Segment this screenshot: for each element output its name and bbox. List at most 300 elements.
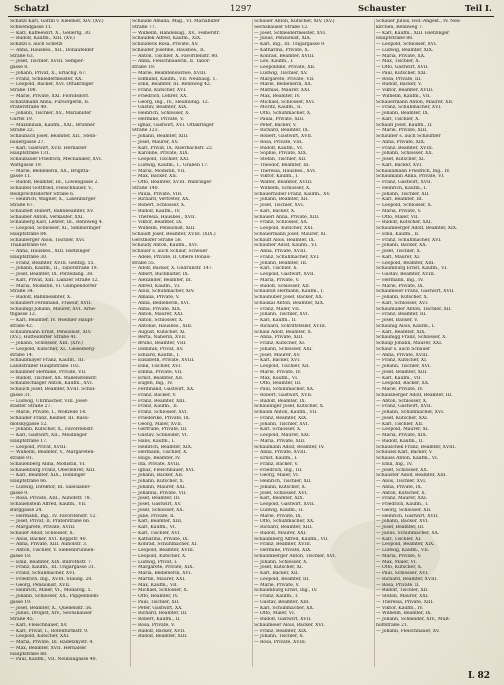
directory-entry: — Josef, Beamter, IX. Porzellang. 38. <box>10 272 94 277</box>
directory-entry: — Anna, Private, XIX. <box>376 139 426 145</box>
directory-entry: Schauberger Alois, Tischler, XVI. <box>10 237 86 243</box>
directory-entry: — Leopold, Maurer, XI. <box>376 427 429 433</box>
directory-entry: Schwendgasse 11. <box>10 24 53 30</box>
directory-entry: — Rudolf, Beamter, IX. <box>254 398 306 404</box>
directory-entry: — Wilhelm, Schlosser, X. <box>254 185 311 191</box>
directory-entry: — Karl, Gastwirt, XII., Meidlinger <box>10 433 87 438</box>
directory-entry: Praterstraße 40. <box>10 105 48 111</box>
directory-entry: — Viktor, Kaufm., IV. <box>376 605 424 611</box>
directory-entry: — Georg, Maler, VI. <box>254 473 300 479</box>
directory-entry: — Johann, Beamter, XIII. <box>132 134 189 139</box>
column-3 <box>254 19 372 667</box>
directory-entry: Schaubschläger Anton, Kaufm., XVI. <box>10 381 94 387</box>
directory-entry: Hauptstraße 17. <box>10 438 48 444</box>
directory-entry: — Michael, Schlosser, X. <box>132 588 189 594</box>
directory-entry: — Hugo, Beamter, IV. <box>132 456 181 461</box>
directory-entry: Hauptstraße 30. <box>10 254 48 260</box>
directory-entry: — Leo, Kaufm., I. <box>254 59 294 65</box>
directory-entry: — Franz, Beamter, XVIII. Gentzg. 55. <box>10 260 95 266</box>
directory-entry: Schaukal Anton, Beamter, XIX. <box>254 300 325 306</box>
directory-entry: — Anna, Fleischhauerin, II. Tabor- <box>132 59 211 65</box>
directory-entry: — Karl, Beamter, IV. Wiedner Haupt- <box>10 318 94 323</box>
header-right-keyword: Schauster <box>358 4 406 14</box>
directory-entry: — Marie, Bedienerin, XX. <box>254 82 313 88</box>
directory-entry: — Berta, Näherin, XVII. <box>132 335 187 341</box>
directory-entry: — Gustav, Schneider, VI. <box>132 433 189 438</box>
directory-entry: — Josef, Kutscher, XI. <box>254 565 303 571</box>
directory-entry: Schauerl Anna, Private, XIII. <box>254 214 320 220</box>
footer-signature: L 82 <box>468 671 490 681</box>
directory-entry: — Johann, Maurer, XXI. <box>132 484 186 490</box>
directory-entry: Schaubmann Ernst, Pensionist, XIV. <box>10 329 92 335</box>
directory-entry: — Wilhelm, Pensionist, XIII. <box>132 226 196 231</box>
directory-entry: — Franz, Schneidermeister, XX. <box>10 76 83 82</box>
directory-entry: — Marie, Private, XIII. <box>376 128 428 134</box>
directory-entry: — Karl, Tischler, X. <box>376 116 420 122</box>
directory-entry: gasse 11. <box>10 174 32 180</box>
directory-entry: — Josef, Schlosser, XX. <box>132 507 185 513</box>
directory-entry: — Katharina, Private, X. <box>254 47 310 53</box>
directory-entry: — Ludwig, Beamter, XIX. <box>376 47 434 53</box>
directory-entry: Schaum Anton, Kaufm., VII. <box>254 410 318 415</box>
directory-entry: — Josef, Kutscher, XXI. <box>376 415 429 421</box>
directory-entry: — Franz, Gastwirt, XVII. <box>376 404 432 410</box>
directory-entry: gasse 9. <box>10 490 29 496</box>
page-number: 1297 <box>230 4 252 14</box>
directory-entry: — Wilhelm, Beamter, V., Margareten- <box>10 450 95 456</box>
directory-entry: — Karl, Kaufm., XIII. Hietzinger <box>376 30 450 36</box>
directory-entry: — Theresia, Hausbes., XVI. <box>254 168 317 174</box>
directory-entry: — Rudolf, Kutscher, XXI. <box>376 220 433 226</box>
directory-entry: — Emil, Ing., IV. <box>376 461 413 467</box>
directory-entry: — Elisabeth, Private, XVIII. <box>132 358 195 364</box>
directory-entry: — Johann, Schuhmacher, XVI. <box>376 410 445 415</box>
directory-entry: — Johann, Kutscher, X. <box>254 484 307 490</box>
directory-entry: — Max, Tischler, X. <box>376 59 421 65</box>
directory-entry: Schauster Adolf, Beamter, XIII. <box>376 473 447 479</box>
directory-entry: — Anton, Tischler, V. Siebenbrunnen- <box>10 548 95 553</box>
directory-entry: — Richard, Beamter, XIII. <box>254 525 313 530</box>
directory-entry: thgasse 12. <box>10 312 37 318</box>
directory-entry: Straße 67. <box>10 203 34 208</box>
directory-entry: — Hermann, Ing., IV. <box>376 277 424 283</box>
column-4 <box>376 19 494 667</box>
directory-entry: — Friedrich, Lehrer, XX. <box>132 93 188 99</box>
directory-entry: — Ludwig, Tischler, XV. <box>254 70 308 76</box>
directory-entry: — Maria, Private, V. <box>376 553 422 559</box>
directory-entry: — Otto, Maler, VI. <box>254 611 296 617</box>
directory-entry: — Georg, Ing., IV., Heumühlg. 12. <box>132 99 210 105</box>
directory-entry: Schaumüller Anton, Tischler, XII. <box>376 306 452 312</box>
directory-entry: — Adele, Private, II. Obere Donau- <box>132 254 212 260</box>
directory-entry: — Karl, Ing., III. Ungargasse 9. <box>254 42 326 47</box>
directory-entry: — Franz, Maler, VII. <box>254 306 301 312</box>
directory-entry: — Marie, Private, IX. <box>376 283 424 289</box>
directory-entry: Schauberg Karl, Lehrer, III., Rennweg 4. <box>10 220 103 226</box>
directory-entry: — Hermine, Private, V. <box>132 116 184 122</box>
directory-entry: Straße 22. <box>10 128 34 134</box>
directory-entry: — Johann, Kaufm., II., Taborstraße 19. <box>10 266 98 272</box>
directory-entry: Schauerhuber Franz, Kaufm., XV. <box>254 191 331 197</box>
directory-entry: — Johann, Schlosser, X. <box>254 559 308 565</box>
directory-entry: — Ludwig, Direktor, III. Salesianer- <box>10 484 91 490</box>
directory-entry: — Konrad, Schuhmacher, XI. <box>132 542 198 548</box>
directory-entry: — Anna, Private, XVIII. <box>376 352 429 358</box>
directory-entry: Straße 108. <box>10 88 37 93</box>
directory-entry: — Anna, Hausbes., XIII. Hietzinger <box>10 249 91 254</box>
directory-entry: — Anton, Kutscher, X. <box>376 490 426 496</box>
directory-entry: — Otto, Schuhmacher, XX. <box>254 519 315 525</box>
directory-entry: — August, Kutscher, XI. <box>132 329 187 335</box>
directory-entry: Schaubelt Hubert, Bahnbeamter, XV. <box>10 208 94 214</box>
directory-entry: Schaubigl Johann, Maurer, XVI. Arne- <box>10 306 96 312</box>
directory-entry: — Josef, Gastwirt, XV. <box>132 502 182 507</box>
directory-entry: gasse 8. <box>10 65 29 70</box>
directory-entry: — Paul, Schuhmacher, XX. <box>254 387 315 392</box>
directory-entry: Schauber Anton, Verkäufer, XXI. <box>10 214 85 220</box>
directory-entry: — Robert, Gastwirt, XVII. <box>254 392 313 398</box>
directory-entry: — Maria, Private, XIII. <box>254 438 306 444</box>
directory-entry: — Julie, Private, II. <box>132 513 176 519</box>
directory-entry: — Hermann, Tischler, X. <box>132 450 188 456</box>
directory-entry: Schauff Alois, Beamter, IX. <box>254 237 316 243</box>
directory-entry: Schauer Anton, Kutscher, XIV. (XV.) <box>254 19 335 24</box>
directory-entry: — Marie, Beamtenswitwe, XVIII. <box>132 70 207 76</box>
directory-entry: — Johann, Bäcker, XII. <box>132 473 184 479</box>
directory-entry: Schaubel Gottfried, Fleischhauer, V., <box>10 185 94 191</box>
directory-entry: — Konrad, Beamter, XVIII. <box>254 53 315 59</box>
directory-entry: — Leopold, Schlosser, X. <box>376 203 433 208</box>
directory-entry: — Johann, Schneider, XIV., Muß- <box>376 617 451 622</box>
directory-entry: — Hans, Kaufm., I. <box>132 438 175 444</box>
directory-entry: — Leopold, Privat, XVIII. <box>10 444 67 450</box>
directory-entry: — Alfred, Kaufm., VI. <box>132 283 181 289</box>
directory-entry: — Franz, Schuhmacher, XVI. <box>376 105 442 111</box>
directory-entry: — Josef, Schneidermeister, XVI. <box>254 30 327 36</box>
directory-entry: straße 19. <box>132 65 156 70</box>
directory-entry: — Alois, Bäcker, XVI. Koppstr. 40. <box>10 536 87 542</box>
directory-entry: Schaubert Ferdinand, Friseur, XVII. <box>10 300 92 306</box>
directory-entry: — Karl, Schuhmacher, XX. <box>254 605 315 611</box>
directory-entry: — Emil, Kaufm., II. <box>376 231 420 237</box>
directory-entry: Schaumann Adolf, Beamter, IV. <box>254 444 325 450</box>
directory-entry: — Josef, Beamter, XIII. <box>376 369 428 375</box>
directory-entry: mofskygasse 12. <box>10 421 48 427</box>
directory-entry: — Johann, Beamter, IX. <box>376 111 430 116</box>
directory-entry: Schaudy Anton, Kaufm., XVI. <box>132 243 199 249</box>
directory-entry: — Rudolf, Schlosser, XII. <box>254 283 311 289</box>
directory-entry: — Albert, Buchhalter, IX. <box>132 272 189 277</box>
directory-entry: Schaumberger Adolf, Beamter, XIX. <box>376 226 458 231</box>
directory-entry: — Johann, Tischler, XVI. <box>254 421 310 427</box>
directory-entry: Hauptstraße 66. <box>10 479 48 484</box>
directory-entry: — Rudolf, Gastwirt, XVII. <box>254 617 312 622</box>
directory-entry: — Otto, Beamter, III. <box>254 381 302 387</box>
directory-entry: — Rudolf, Bahnbeamter, X. <box>10 295 72 300</box>
directory-entry: — Wilhelm, Kaufm., VII. <box>376 93 431 99</box>
directory-entry: gasse 18. <box>10 553 32 559</box>
directory-entry: — Peter, Bäcker, V. <box>254 122 297 128</box>
directory-entry: Hauptstraße 88. <box>376 36 414 42</box>
directory-entry: — Leopold, Kutscher, XI., Geiselberg- <box>10 346 96 352</box>
directory-entry: Schaulamann Friedrich, Ing., IV. <box>376 168 450 174</box>
directory-entry: — Paula, Private, XIII. <box>254 116 305 122</box>
directory-entry: — Heinrich, Tischler, XII. <box>254 479 312 484</box>
directory-entry: Schausei Karl, Bäcker, V. <box>376 450 433 456</box>
directory-entry: — Marie, Bedienerin, XX., Brigitta- <box>10 168 90 174</box>
directory-entry: — Karl, Bäcker, XII. <box>254 571 299 576</box>
directory-entry: — Hermann, Ing., IV. Favoritenstr. 12. <box>10 513 97 519</box>
directory-entry: — Josef, Beamter, X., Quellenstr. 56. <box>10 605 93 611</box>
directory-entry: — Georg, Pensionist, XVII. <box>10 582 71 588</box>
directory-entry: — Johann, Fleischhauer, XV. <box>376 628 440 634</box>
directory-entry: Schauder Franz, Kellner, III. Rasu- <box>10 415 90 421</box>
directory-entry: Schausberger Adolf, Beamter, III. <box>376 392 453 398</box>
directory-entry: — Franz, Schuhmacher, XVI. <box>254 254 320 260</box>
directory-entry: Hauptstraße 131. <box>10 151 51 157</box>
directory-entry: gasse 31. <box>10 392 32 398</box>
directory-entry: — Ludwig, Kaufm., II. <box>254 507 304 513</box>
directory-entry: — Wilhelm, Beamter, IX. <box>376 611 432 617</box>
directory-entry: straße 55. <box>132 260 156 266</box>
directory-entry: — Johann, Tischler, XVI. <box>254 312 310 318</box>
directory-entry: — Viktor, Beamter, XVIII. <box>376 88 434 93</box>
directory-entry: — Ignaz, Gastwirt, XVI. Ottakringer <box>132 122 214 128</box>
directory-entry: — Josef, Maurer, XV. <box>254 352 301 358</box>
directory-entry: — Josef, Maurer, XV. <box>132 139 179 145</box>
directory-entry: Schaunig Alois, Kaufm., I. <box>376 323 436 329</box>
directory-entry: — Paul, Kaufm., VII. Neubaugasse 40. <box>10 657 97 663</box>
directory-entry: — Heinrich, Beamter, XIX. <box>132 444 193 450</box>
directory-entry: — Richard, Beamter, XVIII. <box>376 576 438 582</box>
directory-entry: Straße 140. <box>132 185 159 191</box>
directory-entry: — Viktor, Beamter, IX. <box>132 220 183 226</box>
directory-entry: — Franz, Schlosser, XVI. <box>132 410 189 415</box>
directory-entry: — Max, Maler, VI. <box>376 559 417 565</box>
directory-entry: — Johann, Schlosser, XXI. <box>254 346 313 352</box>
directory-entry: — Ferdinand, Gastwirt, XX. <box>132 387 195 392</box>
directory-entry: — Richard, Vertreter, XX. <box>132 197 190 203</box>
directory-entry: Schaunigg Franz, Schlosser, X. <box>376 335 447 341</box>
directory-entry: — Michael, Schlosser, XVI. <box>254 99 316 105</box>
directory-entry: — Josef, Tischler, X. <box>376 249 422 254</box>
directory-entry: — Gertrude, Private, III. <box>132 427 188 433</box>
directory-entry: — Alois, Schuhmacher, XIV. <box>132 289 195 295</box>
directory-entry: Schauer Adolf, Schlosser, X. <box>10 530 74 536</box>
directory-entry: — Sophie, Private, XIX. <box>254 151 308 157</box>
directory-entry: — Karl, Privat, IX. Alserbachstr. 22. <box>132 145 214 151</box>
directory-entry: — Ludwig, Privat, I. <box>132 559 178 565</box>
directory-entry: — Josef, Tischler, XVI. <box>254 203 305 208</box>
directory-entry: — Friederike, Private, IX. <box>132 415 191 421</box>
directory-entry: — Marie, Private, IV. <box>376 387 424 392</box>
directory-entry: — Rudolf, Beamter, XIII. <box>132 634 188 640</box>
directory-entry: gasse 19. <box>10 599 32 605</box>
directory-entry: — Robert, Kaufm., II. <box>132 617 181 622</box>
directory-entry: Straße 45. <box>10 617 34 622</box>
column-2 <box>132 19 250 667</box>
directory-entry: — Margarete, Private, XIX. <box>132 565 194 571</box>
directory-entry: Schaulinger Josef, Kutscher, X. <box>254 404 325 410</box>
directory-entry: — Peter, Gastwirt, XX. <box>132 605 183 611</box>
directory-entry: — Maria, Modistin, VI. Gumpendorfer <box>10 283 97 289</box>
directory-entry: — Leopold, Maurer, XXI. <box>254 433 311 438</box>
directory-entry: Schauer s. auch Schaur, Scheuer <box>132 249 208 254</box>
directory-entry: — Otto, Maler, VII. <box>376 214 419 220</box>
directory-entry: Wattgasse 19. <box>10 162 42 168</box>
directory-entry: — Johann, Bäcker, XX. <box>376 243 427 249</box>
directory-entry: — Leopold, Kutscher, XXI. <box>254 226 314 231</box>
directory-entry: — Heinrich, Gastwirt, XVII. <box>376 513 439 519</box>
directory-entry: — Stefan, Tischler, XII. <box>254 157 307 162</box>
directory-entry: — Leopold, Beamter, III. <box>254 576 310 582</box>
directory-entry: — Paul, Schlosser, XVI. <box>376 571 429 576</box>
directory-entry: — Eugen, Ing., IV. <box>132 381 173 387</box>
directory-entry: Schaufler s. auch Schauffler <box>376 134 441 139</box>
directory-entry: — Rosa, Private, III. <box>376 76 422 82</box>
directory-entry: — Hermine, Private, XIX. <box>254 548 312 553</box>
directory-entry: — Richard, Beamter, III. <box>132 611 188 617</box>
directory-entry: — Karl, Privat, I., Rotenturmstr. 9. <box>10 628 89 634</box>
directory-entry: — Robert, Schlosser, X. <box>132 203 186 208</box>
directory-entry: Schaumberg Alfred, Kaufm., VII. <box>254 536 329 542</box>
directory-entry: — Johann, Tischler, XII. <box>376 191 430 197</box>
directory-entry: — Josef, Kutscher, XI. <box>376 157 425 162</box>
directory-entry: — Karl, Beamter, XIII. <box>132 519 183 525</box>
directory-entry: Schaudt Josef, Beamter, XVIII. (XIX.) <box>132 231 216 237</box>
directory-entry: — Anton, Maurer, XXI. <box>132 312 184 318</box>
directory-entry: — Karl, Kaufm., VI. <box>132 525 177 530</box>
directory-entry: — Ignaz, Fleischhauer, XVI. <box>132 467 196 473</box>
directory-entry: — Martin, Maurer, XXI. <box>132 576 186 582</box>
directory-entry: Reinprechtsdorfer Straße 6. <box>10 191 75 197</box>
directory-entry: — Friedrich, Ing., XVIII. Staudg. 20. <box>10 576 93 582</box>
directory-entry: — Anna, Private, XIII. <box>254 335 304 341</box>
directory-entry: — Franz, Beamter, XVIII. <box>376 145 434 151</box>
directory-entry: — Karl, Beamter, XIX. <box>376 329 426 335</box>
directory-entry: — Johann, Bäcker, XVI. <box>376 519 429 525</box>
directory-entry: — Rudolf, Tischler, XX. Wallensteinstr. <box>10 375 98 381</box>
directory-entry: — Max, Bäcker, XII. <box>132 174 178 180</box>
column-divider <box>374 19 375 667</box>
directory-entry: — Amalia, Private, V. <box>132 295 180 300</box>
directory-entry: Straße 34. <box>10 289 34 295</box>
directory-entry: Schaumburg Ernst, Kaufm., VI. <box>376 266 448 272</box>
directory-entry: — Rudolf, Maurer, XXI. <box>254 530 307 536</box>
directory-entry: — Josef, Tischler, XVIII. Semper- <box>10 59 85 65</box>
directory-entry: — Alexander, Beamter, III. <box>132 277 193 283</box>
directory-entry: — Rudolf, Bäcker, V. <box>376 82 422 88</box>
directory-entry: Schauer Julius, Hof.-Angest., IV. Neu- <box>376 19 462 24</box>
directory-entry: — Franz, Bäcker, V. <box>132 392 177 398</box>
directory-entry: — Margarete, Private, XVIII. <box>10 525 76 530</box>
directory-entry: Straße 123. <box>132 128 159 134</box>
directory-entry: — Leopoldine, Private, XII. <box>254 65 316 70</box>
directory-entry: — Ludwig, Uhrmacher, VIII. Josef- <box>10 398 89 404</box>
directory-entry: — Theresia, Private, XIII. <box>376 599 434 605</box>
directory-entry: Schauermann Anton, Maurer, XII. <box>376 99 454 105</box>
directory-entry: — Franz, Beamter, XVIII. <box>254 542 312 548</box>
directory-entry: — Karl, Maurer, XI. <box>376 254 421 260</box>
directory-entry: — Maria, Private, XX. <box>376 53 426 59</box>
directory-entry: — Leopold, Tischler, XII. <box>254 364 310 369</box>
directory-entry: — Eduard, Kaufm., I. <box>132 352 180 358</box>
directory-entry: — Otto, Beamter, IV. <box>132 594 179 599</box>
directory-entry: — Georg, Maler, XVII. <box>132 421 183 427</box>
directory-entry: Schauch Josef, Beamter, XVIII. Schul- <box>10 387 96 392</box>
directory-entry: — Maria, Bedienerin, XVI. <box>132 571 192 576</box>
directory-entry: — Friedrich, Kaufm., I. <box>376 502 429 507</box>
directory-entry: — Josef, Beamter, III. <box>376 525 425 530</box>
directory-entry: Schaubmayer Franz, Kaufm., III. <box>10 358 85 364</box>
directory-entry: — Leopold, Bäcker, XVI. Ottakringer <box>10 82 94 88</box>
directory-entry: — Leopold, Beamter, XIII. <box>376 260 435 266</box>
directory-entry: — Rudolf, Beamter, III., Löwengasse 2. <box>10 180 99 185</box>
directory-entry: Schatzl Karl, Gattin v. Kleemer, XIV. (XV.) <box>10 19 104 24</box>
directory-entry: — Franz, Beamter, III. <box>376 312 427 318</box>
directory-entry: — Max, Kaufm., VII. <box>132 582 179 588</box>
directory-entry: — Leopold, Beamter, XVIII. <box>132 548 195 553</box>
directory-entry: — Edmund, Kaufm., VII. Neubaug. 1. <box>132 76 217 82</box>
directory-entry: — Johann, Schlosser, XIII. (XIV.) <box>10 341 83 346</box>
directory-entry: — Otto, Gastwirt, XVII. <box>376 65 429 70</box>
directory-entry: — Johann, Beamter, XII. <box>254 197 309 203</box>
directory-entry: — Gustav, Beamter, XVIII. <box>376 272 436 277</box>
directory-entry: — Johann, Kutscher, X. <box>376 295 429 300</box>
directory-entry: — Franz, Kaufm., I. <box>254 594 299 599</box>
directory-entry: — Josef, Schlosser, XVI. <box>254 490 308 496</box>
directory-entry: Schaumberger Anton, Tischler, XVI. <box>254 553 337 559</box>
directory-entry: — Anna, Bedienerin, XVI. <box>132 300 191 306</box>
directory-entry: — Viktor, Kaufm., I. <box>254 174 299 180</box>
directory-entry: — Leopold, Schlosser, XI., Simmeringer <box>10 226 101 231</box>
directory-entry: — Maria, Modistin, VII. <box>132 168 186 174</box>
directory-entry: — Rosa, Private, VIII. <box>254 139 303 145</box>
directory-entry: — Otto, Schuhmacher, X. <box>254 111 312 116</box>
directory-entry: Schaumeier Franz, Gastwirt, XVII. <box>376 289 455 295</box>
directory-entry: — Anna, Private, XIX. <box>132 306 182 312</box>
directory-entry: — Emil, Beamter, XIX. Billrothstr. 7. <box>10 559 93 565</box>
directory-entry: Sechshauser Straße 12. <box>254 24 309 30</box>
directory-entry: Schauschek Franz, Beamter, XVIII. <box>376 444 456 450</box>
part-label: Teil I. <box>464 4 492 14</box>
directory-entry: — Leopold, Bäcker, XX. <box>376 381 430 387</box>
directory-entry: — Johanna, Private, VII. <box>132 490 187 496</box>
directory-entry: — Anton, Schlosser, X. <box>132 318 184 323</box>
directory-entry: — Franz, Schuhmacher, XVI. <box>376 237 442 243</box>
directory-entry: — Karl, Gastwirt, XVII. Hernalser <box>10 145 87 151</box>
directory-entry: — Julius, Pensionist, XIX. <box>254 36 312 42</box>
directory-entry: — Rosa, Private, XIII., Auhofstr. 78. <box>10 496 91 502</box>
directory-entry: — Franz, Schlosser, XX. <box>254 220 309 226</box>
directory-entry: Schaup Johann, Maurer, XXI. <box>376 341 443 346</box>
directory-entry: — Anna, Private, XVIII. <box>254 249 307 254</box>
directory-entry: — Heinrich, Schlosser, X. <box>132 111 190 116</box>
directory-entry: — Stefan, Maurer, XXI. <box>376 594 429 599</box>
directory-entry: — Rudolf, Tischler, XII. <box>376 588 429 594</box>
directory-entry: — Ludwig, Kaufm., I., Graben 17. <box>132 162 209 168</box>
header-left-keyword: Schatzl <box>14 4 49 14</box>
directory-entry: — Franz, Beamter, XIII. <box>132 398 186 404</box>
directory-entry: — Richard, Schriftsteller, XVIII. <box>254 323 327 329</box>
directory-entry: — Karl, Bäcker, X. <box>254 208 296 214</box>
column-divider <box>252 19 253 667</box>
directory-entry: — Heinrich, Kaufm., I. <box>376 185 428 191</box>
directory-entry: — Karl, Beamter, XIX. <box>254 496 304 502</box>
directory-entry: — Johann, Privat, X., Erlachg. 67. <box>10 70 87 76</box>
directory-entry: — Maria, Private, V. <box>376 208 422 214</box>
directory-entry: — Johann, Tischler, X. <box>254 634 305 640</box>
